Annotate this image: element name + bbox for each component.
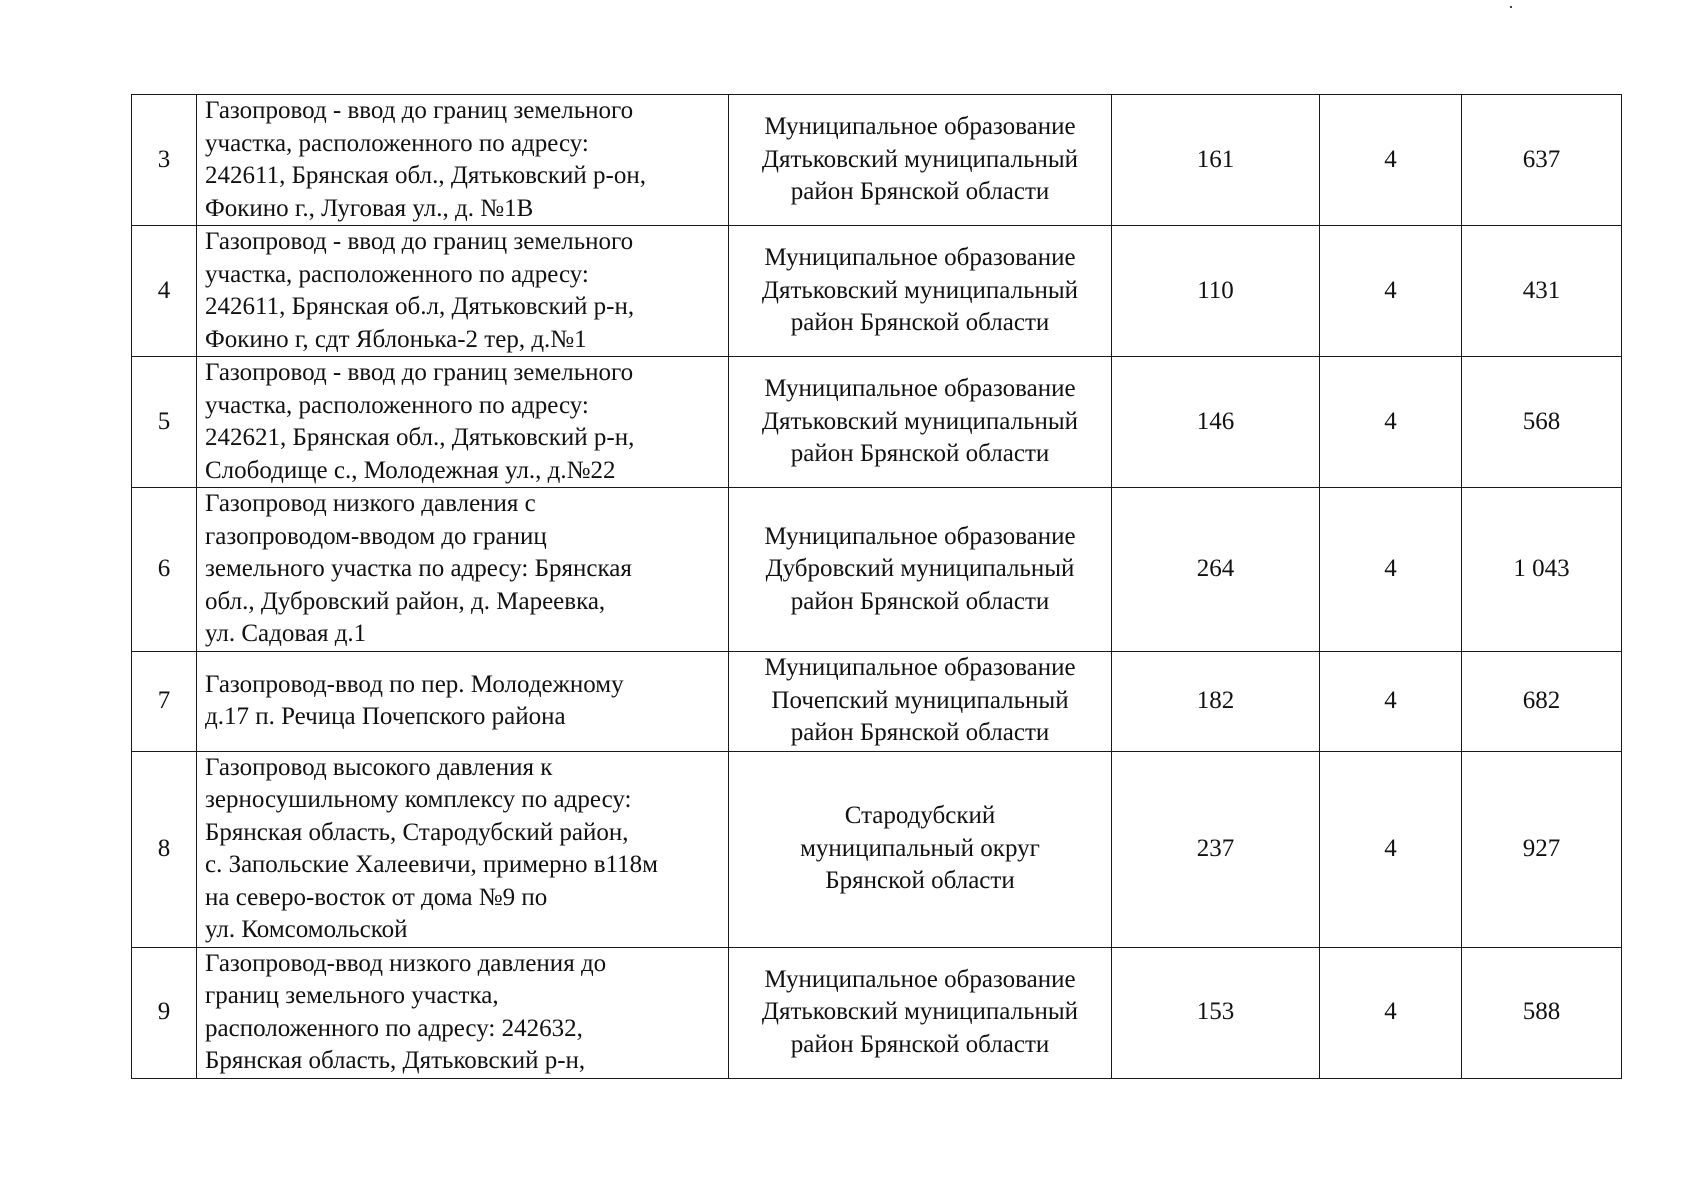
years-value: 4: [1320, 651, 1462, 751]
amount-value: 682: [1462, 651, 1622, 751]
row-number: 4: [132, 226, 197, 357]
table-row: [132, 488, 1622, 652]
years-value: 4: [1320, 947, 1462, 1078]
object-description: Газопровод низкого давления с газопроводом-вводом до границ земельного участка по адресу: Брянская обл., Дубровский район, д. Мареевка, ул. Садовая д.1: [197, 488, 729, 652]
object-description: Газопровод-ввод по пер. Молодежному д.17 п. Речица Почепского района: [197, 651, 729, 751]
length-value: 153: [1112, 947, 1320, 1078]
amount-value: 568: [1462, 357, 1622, 488]
owner-municipality: Муниципальное образование Дятьковский муниципальный район Брянской области: [729, 947, 1112, 1078]
amount-value: 431: [1462, 226, 1622, 357]
table-row: [132, 651, 1622, 751]
table-row: [132, 357, 1622, 488]
object-description: Газопровод - ввод до границ земельного участка, расположенного по адресу: 242611, Брянская обл., Дятьковский р-он, Фокино г., Луговая ул., д. №1В: [197, 95, 729, 226]
scan-speck: [1510, 6, 1512, 8]
owner-municipality: Муниципальное образование Дятьковский муниципальный район Брянской области: [729, 95, 1112, 226]
table-row: [132, 751, 1622, 947]
years-value: 4: [1320, 226, 1462, 357]
row-number: 9: [132, 947, 197, 1078]
row-number: 7: [132, 651, 197, 751]
object-description: Газопровод высокого давления к зерносушильному комплексу по адресу: Брянская область, Стародубский район, с. Запольские Халеевичи, примерно в118м на северо-восток от дома №9 по ул. Комсомольской: [197, 751, 729, 947]
row-number: 5: [132, 357, 197, 488]
row-number: 8: [132, 751, 197, 947]
object-description: Газопровод - ввод до границ земельного участка, расположенного по адресу: 242621, Брянская обл., Дятьковский р-н, Слободище с., Молодежная ул., д.№22: [197, 357, 729, 488]
length-value: 182: [1112, 651, 1320, 751]
gas-pipeline-table: [131, 94, 1622, 1079]
table-row: [132, 95, 1622, 226]
length-value: 110: [1112, 226, 1320, 357]
object-description: Газопровод - ввод до границ земельного участка, расположенного по адресу: 242611, Брянская об.л, Дятьковский р-н, Фокино г, сдт Яблонька-2 тер, д.№1: [197, 226, 729, 357]
years-value: 4: [1320, 488, 1462, 652]
owner-municipality: Стародубский муниципальный округ Брянской области: [729, 751, 1112, 947]
length-value: 237: [1112, 751, 1320, 947]
owner-municipality: Муниципальное образование Дятьковский муниципальный район Брянской области: [729, 226, 1112, 357]
years-value: 4: [1320, 357, 1462, 488]
owner-municipality: Муниципальное образование Дятьковский муниципальный район Брянской области: [729, 357, 1112, 488]
length-value: 161: [1112, 95, 1320, 226]
table-row: [132, 226, 1622, 357]
length-value: 146: [1112, 357, 1320, 488]
years-value: 4: [1320, 95, 1462, 226]
table-row: [132, 947, 1622, 1078]
owner-municipality: Муниципальное образование Почепский муниципальный район Брянской области: [729, 651, 1112, 751]
amount-value: 1 043: [1462, 488, 1622, 652]
amount-value: 637: [1462, 95, 1622, 226]
object-description: Газопровод-ввод низкого давления до границ земельного участка, расположенного по адресу: 242632, Брянская область, Дятьковский р-н,: [197, 947, 729, 1078]
amount-value: 588: [1462, 947, 1622, 1078]
owner-municipality: Муниципальное образование Дубровский муниципальный район Брянской области: [729, 488, 1112, 652]
years-value: 4: [1320, 751, 1462, 947]
length-value: 264: [1112, 488, 1320, 652]
row-number: 6: [132, 488, 197, 652]
amount-value: 927: [1462, 751, 1622, 947]
row-number: 3: [132, 95, 197, 226]
